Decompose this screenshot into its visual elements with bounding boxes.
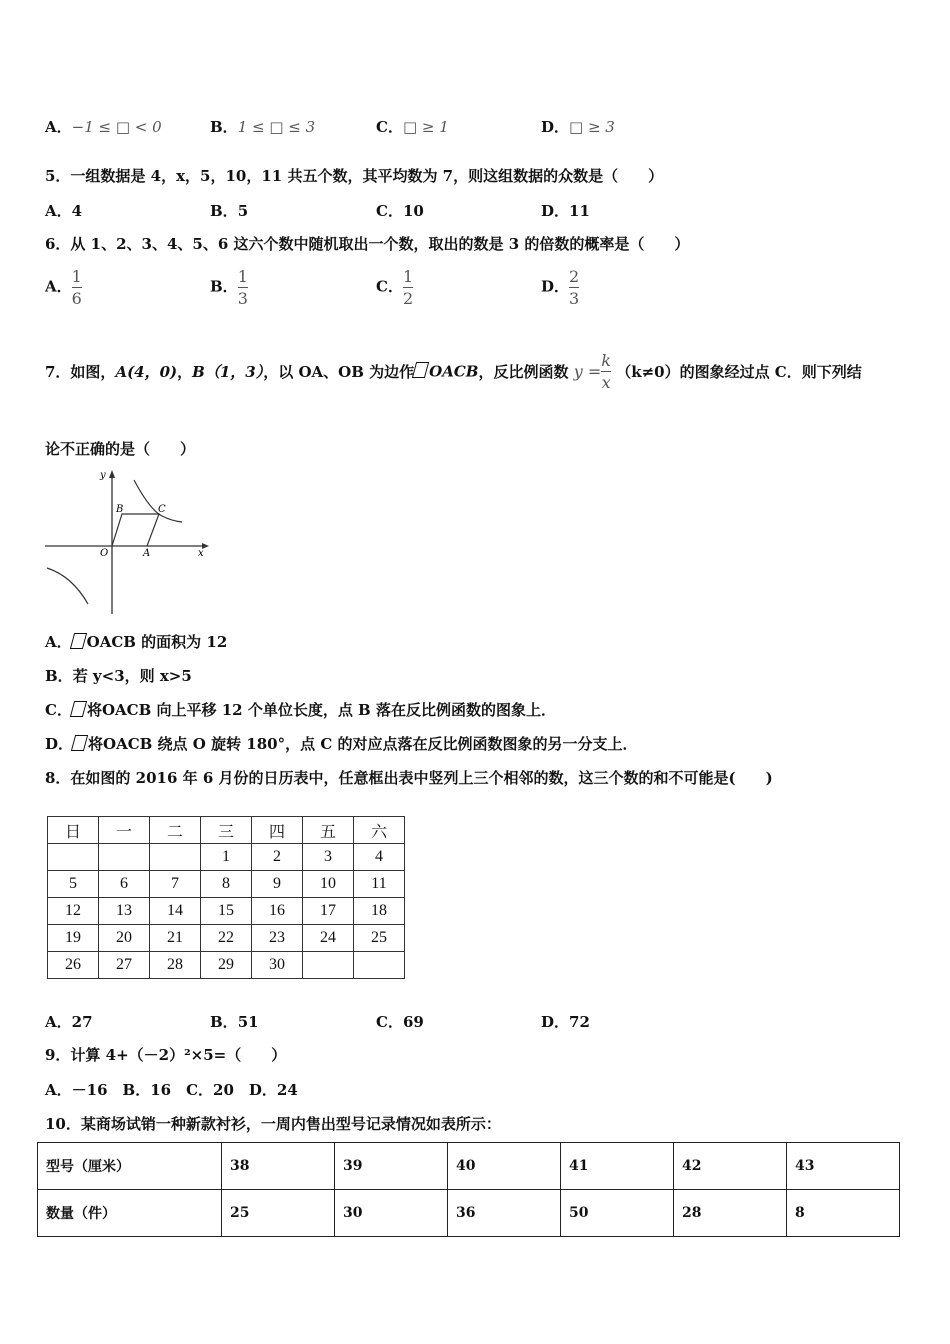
q7-stem-line2: 论不正确的是（ ） [45, 440, 196, 458]
q6-option-d: D． $\frac{2}{3}$ [541, 267, 580, 308]
calendar-cell: 23 [252, 925, 303, 952]
calendar-row [48, 871, 405, 898]
calendar-cell: 2 [252, 844, 303, 871]
calendar-cell: 9 [252, 871, 303, 898]
calendar-cell: 27 [99, 952, 150, 979]
calendar-cell: 25 [354, 925, 405, 952]
calendar-header-cell: 一 [99, 817, 150, 844]
graph-label-x: x [198, 548, 204, 559]
count-cell: 8 [787, 1190, 900, 1237]
q5-option-c: C．10 [376, 202, 424, 220]
calendar-cell: 17 [303, 898, 354, 925]
calendar-header-row [48, 817, 405, 844]
q4-option-c: C．□ ≥ 1 [376, 118, 449, 136]
q4-option-d: D．□ ≥ 3 [541, 118, 615, 136]
calendar-header-cell: 三 [201, 817, 252, 844]
calendar-header-cell: 四 [252, 817, 303, 844]
q6-stem: 6．从 1、2、3、4、5、6 这六个数中随机取出一个数，取出的数是 3 的倍数的概率是（ ） [45, 235, 690, 253]
q8-option-d: D．72 [541, 1013, 590, 1031]
hyperbola-branch-2 [47, 568, 88, 604]
calendar-cell: 5 [48, 871, 99, 898]
calendar-cell [99, 844, 150, 871]
q7-stem-line1: 7．如图，A(4，0)，B（1，3），以 OA、OB 为边作 OACB，反比例函数 y = $\frac{k}{x}$ （k≠0）的图象经过点 C．则下列结 [45, 351, 862, 392]
q7-option-b: B．若 y<3，则 x>5 [45, 667, 192, 685]
parallelogram-icon [69, 633, 86, 649]
size-cell: 43 [787, 1143, 900, 1190]
q4-option-a: A．−1 ≤ □ < 0 [45, 118, 162, 136]
calendar-cell: 6 [99, 871, 150, 898]
calendar-cell: 14 [150, 898, 201, 925]
q10-stem: 10．某商场试销一种新款衬衫，一周内售出型号记录情况如表所示： [45, 1115, 501, 1133]
calendar-cell: 13 [99, 898, 150, 925]
calendar-cell: 18 [354, 898, 405, 925]
calendar-cell: 7 [150, 871, 201, 898]
calendar-cell: 20 [99, 925, 150, 952]
calendar-cell [48, 844, 99, 871]
size-row [38, 1143, 900, 1190]
parallelogram-icon [70, 701, 87, 717]
q7-option-d: D． 将OACB 绕点 O 旋转 180°，点 C 的对应点落在反比例函数图象的另一分支上． [45, 735, 638, 753]
calendar-cell: 26 [48, 952, 99, 979]
calendar-cell: 10 [303, 871, 354, 898]
calendar-cell: 22 [201, 925, 252, 952]
q4-option-b: B．1 ≤ □ ≤ 3 [210, 118, 316, 136]
calendar-header-cell: 五 [303, 817, 354, 844]
q7-option-c: C． 将OACB 向上平移 12 个单位长度，点 B 落在反比例函数的图象上． [45, 701, 556, 719]
calendar-cell: 30 [252, 952, 303, 979]
calendar-cell: 4 [354, 844, 405, 871]
graph-label-c: C [158, 504, 166, 515]
size-cell: 42 [674, 1143, 787, 1190]
size-cell: 40 [448, 1143, 561, 1190]
q5-option-a: A．4 [45, 202, 83, 220]
count-cell: 25 [222, 1190, 335, 1237]
calendar-header-cell: 二 [150, 817, 201, 844]
q7-graph [42, 466, 212, 616]
calendar-cell: 16 [252, 898, 303, 925]
calendar-cell [303, 952, 354, 979]
calendar-row [48, 844, 405, 871]
calendar-cell: 11 [354, 871, 405, 898]
count-cell: 50 [561, 1190, 674, 1237]
graph-label-o: O [100, 548, 109, 559]
q5-option-d: D．11 [541, 202, 590, 220]
parallelogram-oacb [112, 514, 159, 546]
calendar-cell: 19 [48, 925, 99, 952]
q8-stem: 8．在如图的 2016 年 6 月份的日历表中，任意框出表中竖列上三个相邻的数，这三个数的和不可能是( ) [45, 769, 773, 787]
calendar-cell: 3 [303, 844, 354, 871]
size-cell: 39 [335, 1143, 448, 1190]
q9-options: A．－16 B．16 C．20 D．24 [45, 1081, 298, 1099]
parallelogram-icon [412, 362, 429, 378]
calendar-table [47, 816, 405, 979]
count-cell: 36 [448, 1190, 561, 1237]
q8-option-a: A．27 [45, 1013, 93, 1031]
calendar-header-cell: 日 [48, 817, 99, 844]
size-table [37, 1142, 900, 1237]
y-axis-arrow-icon [109, 470, 115, 478]
q6-option-b: B． $\frac{1}{3}$ [210, 267, 248, 308]
count-row-header: 数量（件） [38, 1190, 222, 1237]
calendar-row [48, 898, 405, 925]
calendar-cell: 15 [201, 898, 252, 925]
size-row-header: 型号（厘米） [38, 1143, 222, 1190]
q6-option-a: A． $\frac{1}{6}$ [45, 267, 82, 308]
q5-stem: 5．一组数据是 4，x，5，10，11 共五个数，其平均数为 7，则这组数据的众数是（ ） [45, 167, 664, 185]
q7-option-a: A． OACB 的面积为 12 [45, 633, 228, 651]
calendar-cell: 28 [150, 952, 201, 979]
q5-option-b: B．5 [210, 202, 249, 220]
calendar-cell: 8 [201, 871, 252, 898]
count-cell: 28 [674, 1190, 787, 1237]
calendar-row [48, 952, 405, 979]
parallelogram-icon [71, 735, 88, 751]
q6-option-c: C． $\frac{1}{2}$ [376, 267, 414, 308]
calendar-cell: 24 [303, 925, 354, 952]
calendar-cell: 21 [150, 925, 201, 952]
calendar-cell [354, 952, 405, 979]
count-row [38, 1190, 900, 1237]
calendar-row [48, 925, 405, 952]
q9-stem: 9．计算 4+（－2）²×5=（ ） [45, 1046, 287, 1064]
calendar-cell [150, 844, 201, 871]
count-cell: 30 [335, 1190, 448, 1237]
q8-option-c: C．69 [376, 1013, 424, 1031]
calendar-header-cell: 六 [354, 817, 405, 844]
calendar-cell: 12 [48, 898, 99, 925]
size-cell: 41 [561, 1143, 674, 1190]
calendar-cell: 29 [201, 952, 252, 979]
graph-label-a: A [143, 548, 151, 559]
size-cell: 38 [222, 1143, 335, 1190]
graph-label-y: y [100, 470, 106, 481]
graph-label-b: B [116, 504, 124, 515]
q8-option-b: B．51 [210, 1013, 259, 1031]
calendar-cell: 1 [201, 844, 252, 871]
